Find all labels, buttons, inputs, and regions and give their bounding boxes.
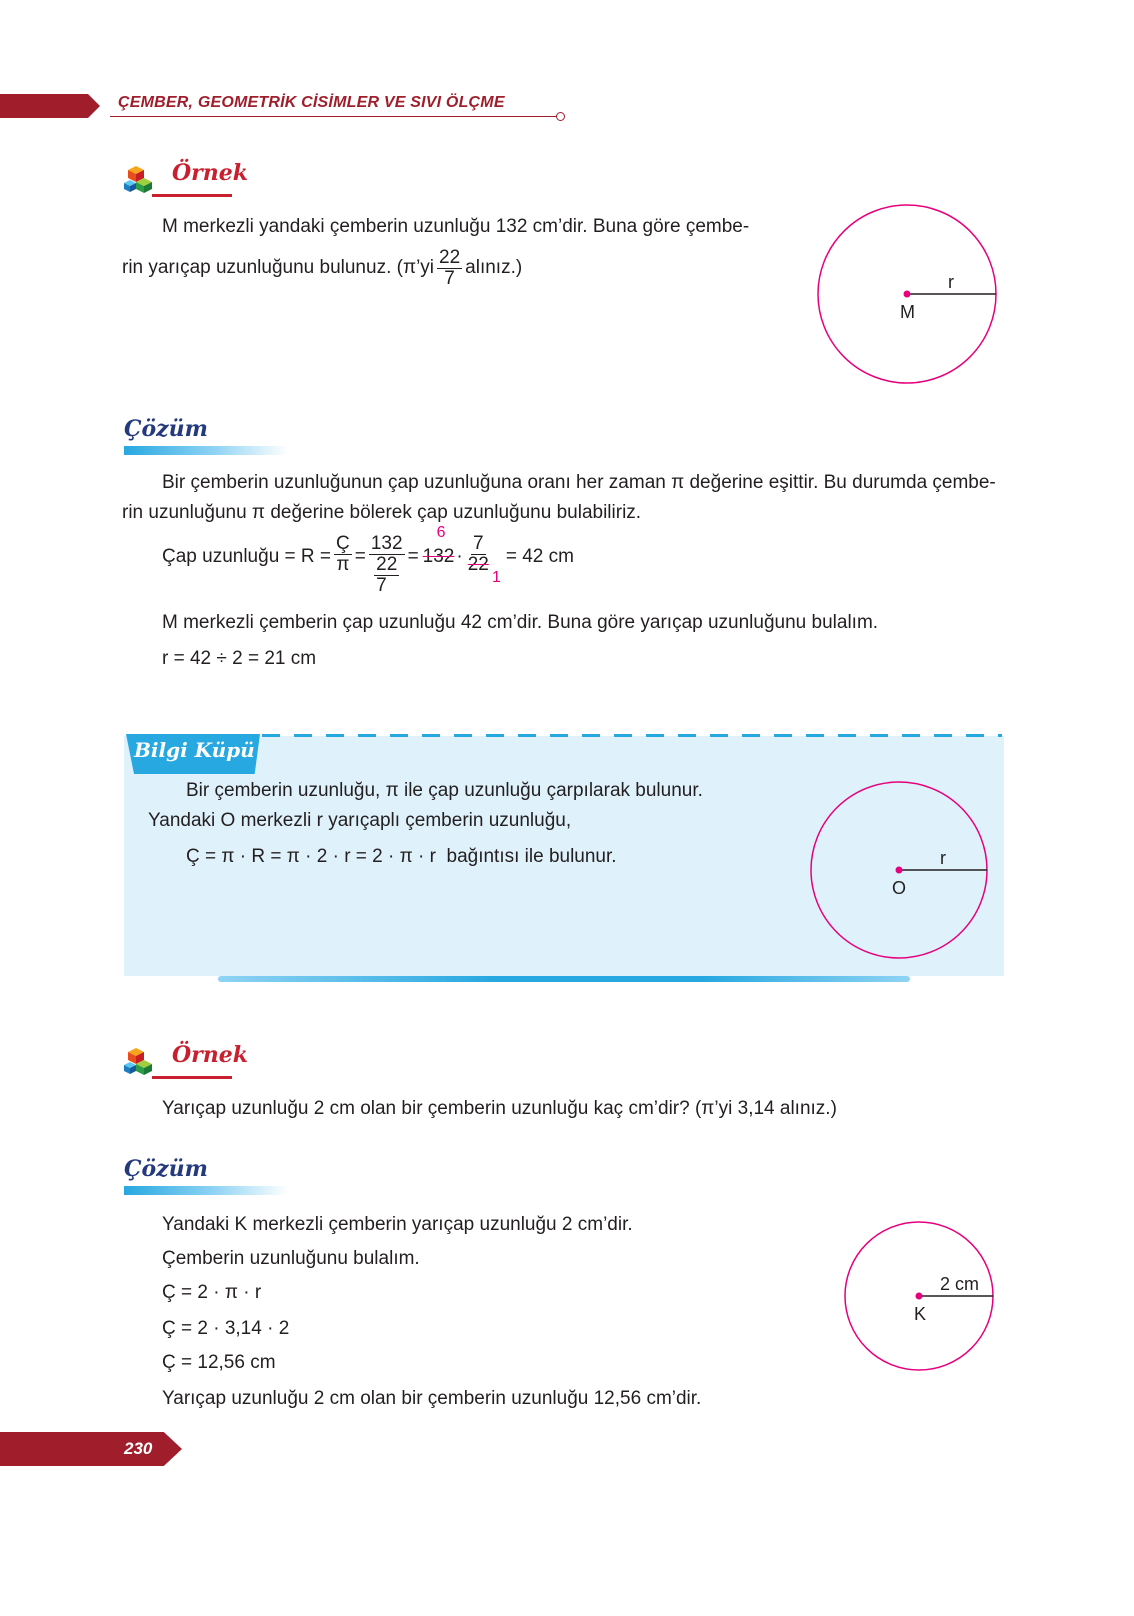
chapter-title: ÇEMBER, GEOMETRİK CİSİMLER VE SIVI ÖLÇME [118, 94, 505, 111]
solution-2-line: Ç = 2 · π · r [162, 1282, 262, 1303]
solution-2-underline [124, 1186, 288, 1195]
info-box-dashed-top [262, 734, 1002, 737]
header-band [0, 94, 100, 118]
radius-label-m: r [948, 272, 954, 292]
solution-2-line: Ç = 12,56 cm [162, 1352, 276, 1373]
center-label-k: K [914, 1304, 927, 1324]
center-point-o [896, 867, 903, 874]
cube-cluster-icon [122, 164, 156, 194]
page-number-band [0, 1432, 182, 1466]
solution-1-p1-line1: Bir çemberin uzunluğunun çap uzunluğuna oranı her zaman π değerine eşittir. Bu durumda çembe- [162, 472, 996, 493]
example-1-text-line2-after: alınız.) [465, 257, 523, 279]
cancel-result-1: 1 [491, 569, 501, 586]
radius-label-o: r [940, 848, 946, 868]
circle-o-figure [804, 778, 1000, 964]
center-point-k [916, 1293, 923, 1300]
example-1-underline [152, 194, 232, 197]
example-1-text-line2-before: rin yarıçap uzunluğunu bulunuz. (π’yi [122, 257, 435, 279]
pi-approx-fraction: $\frac{22}{7}$ [439, 247, 461, 289]
fraction-132-over-22-7: $\frac{132}{\frac{22}{7}}$ [370, 533, 403, 596]
info-line2: Yandaki O merkezli r yarıçaplı çemberin uzunluğu, [148, 810, 572, 831]
info-box-bottom-rule [218, 976, 910, 982]
circle-k-figure [836, 1218, 1006, 1378]
solution-1-p1-line2: rin uzunluğunu π değerine bölerek çap uzunluğunu bulabiliriz. [122, 502, 642, 523]
example-2-title: Örnek [172, 1042, 248, 1068]
example-1-title: Örnek [172, 160, 248, 186]
solution-1-title: Çözüm [124, 416, 208, 442]
cube-cluster-icon [122, 1046, 156, 1076]
diameter-equation: Çap uzunluğu = R = $\frac{Ç}{\pi}$ = $\frac{132}{\frac{22}{7}}$ = 132 6 · 7 22 1 = 42 cm [162, 524, 574, 596]
info-line3: Ç = π · R = π · 2 · r = 2 · π · r bağıntısı ile bulunur. [186, 846, 617, 867]
fraction-c-over-pi: $\frac{Ç}{\pi}$ [336, 533, 350, 575]
example-2-text: Yarıçap uzunluğu 2 cm olan bir çemberin uzunluğu kaç cm’dir? (π’yi 3,14 alınız.) [162, 1098, 837, 1119]
circle-m-figure [812, 200, 1012, 390]
example-1-text-line1: M merkezli yandaki çemberin uzunluğu 132 cm’dir. Buna göre çembe- [162, 216, 750, 237]
center-label-m: M [900, 302, 915, 322]
solution-2-line: Yarıçap uzunluğu 2 cm olan bir çemberin uzunluğu 12,56 cm’dir. [162, 1388, 702, 1409]
solution-1-p3: r = 42 ÷ 2 = 21 cm [162, 648, 317, 669]
page-number: 230 [124, 1439, 153, 1458]
example-2-underline [152, 1076, 232, 1079]
info-box-title: Bilgi Küpü [134, 738, 255, 762]
center-point-m [904, 291, 911, 298]
radius-label-k: 2 cm [940, 1274, 980, 1294]
info-line1: Bir çemberin uzunluğu, π ile çap uzunluğu çarpılarak bulunur. [186, 780, 703, 801]
cancel-result-6: 6 [436, 524, 446, 541]
solution-2-title: Çözüm [124, 1156, 208, 1182]
solution-2-line: Çemberin uzunluğunu bulalım. [162, 1248, 420, 1269]
solution-1-p2: M merkezli çemberin çap uzunluğu 42 cm’dir. Buna göre yarıçap uzunluğunu bulalım. [162, 612, 879, 633]
header-rule-end-dot [556, 112, 565, 121]
solution-1-underline [124, 446, 288, 455]
solution-2-line: Ç = 2 · 3,14 · 2 [162, 1318, 290, 1339]
header-rule [110, 116, 558, 117]
equation-result: = 42 cm [505, 546, 574, 567]
example-1-text-line2 [122, 248, 522, 289]
center-label-o: O [892, 878, 907, 898]
solution-2-line: Yandaki K merkezli çemberin yarıçap uzunluğu 2 cm’dir. [162, 1214, 633, 1235]
cancelled-132: 132 6 [422, 524, 455, 567]
fraction-7-over-22: 7 22 1 [467, 533, 501, 586]
equation-label: Çap uzunluğu = R = [162, 546, 332, 567]
